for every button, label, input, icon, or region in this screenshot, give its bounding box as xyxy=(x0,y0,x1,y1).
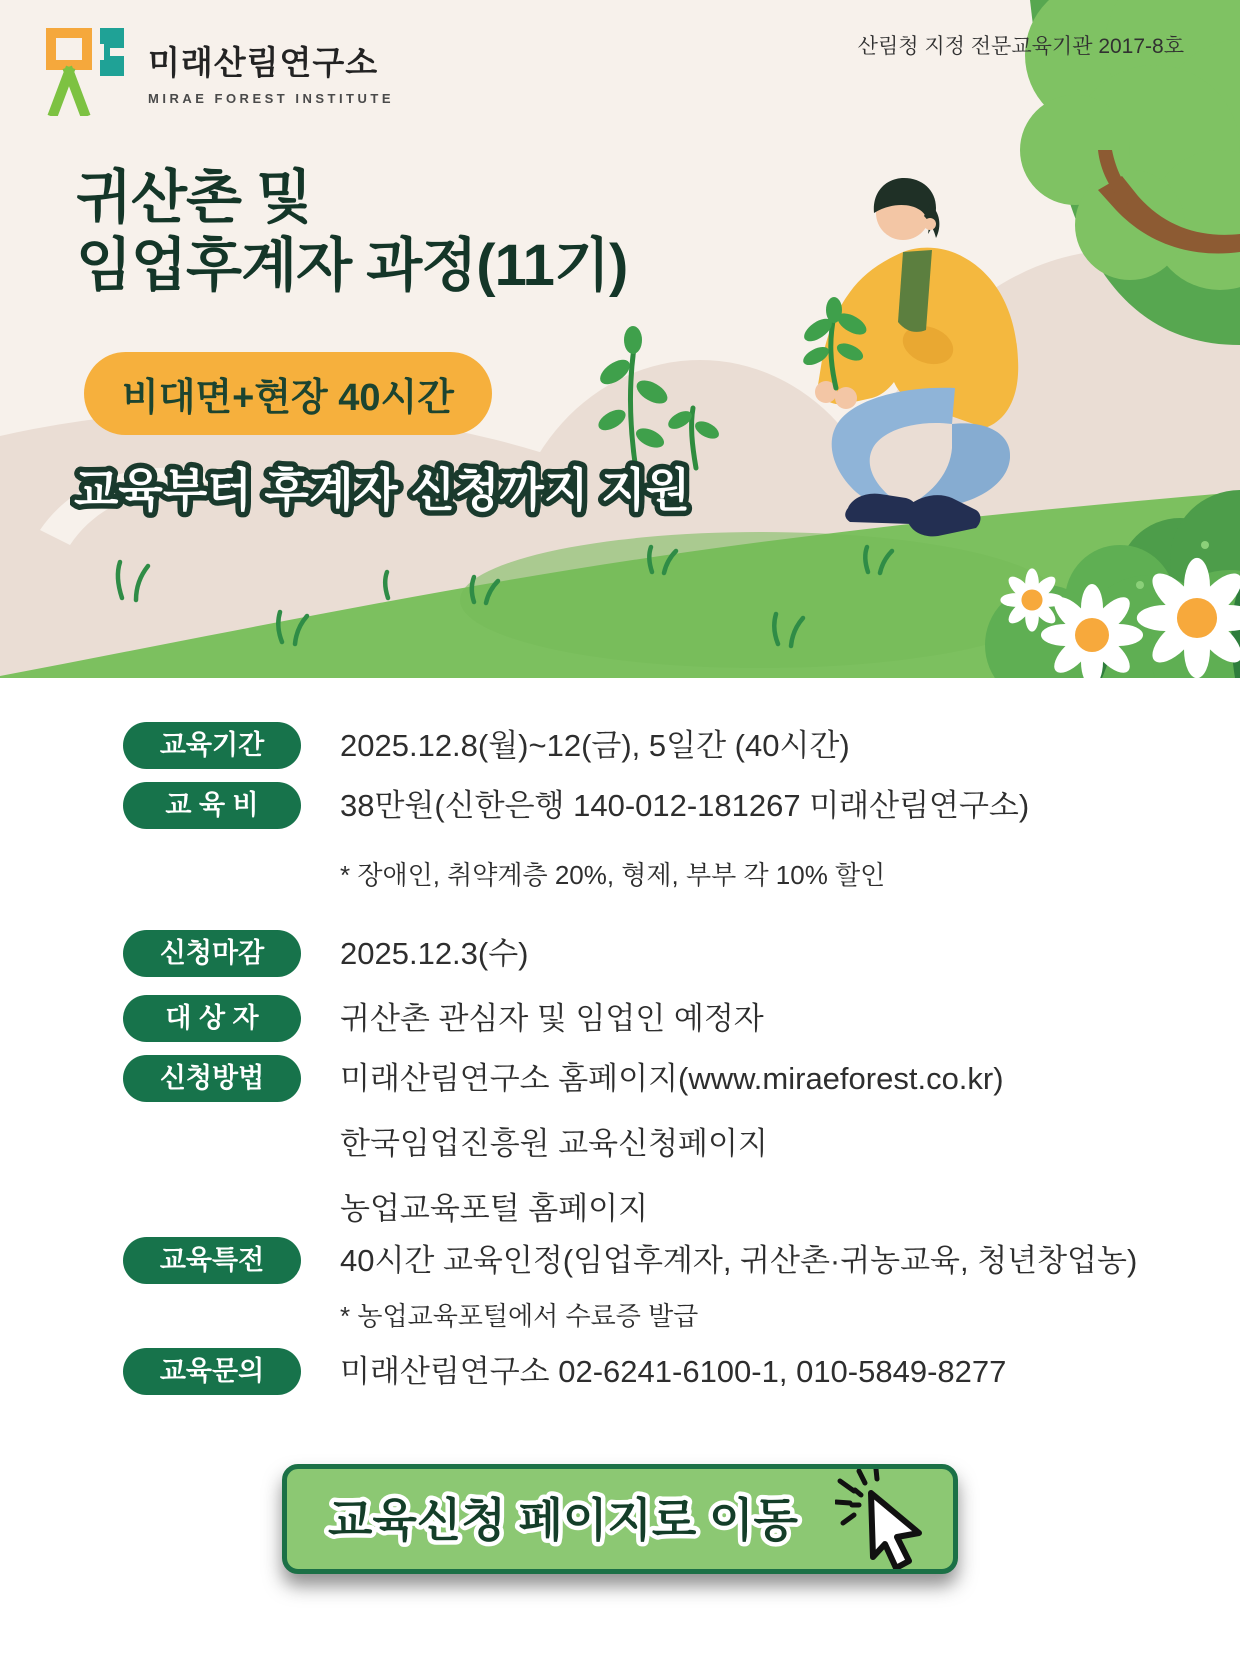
cursor-click-icon xyxy=(835,1469,927,1569)
details-list xyxy=(123,722,1203,1395)
brand-name-en: MIRAE FOREST INSTITUTE xyxy=(148,90,394,106)
row-text: 한국임업진흥원 교육신청페이지 xyxy=(340,1126,768,1161)
row-label-badge: 교육문의 xyxy=(123,1348,301,1395)
row-label-badge: 교 육 비 xyxy=(123,782,301,829)
row-note: * 농업교육포털에서 수료증 발급 xyxy=(340,1301,699,1331)
row-text: 2025.12.8(월)~12(금), 5일간 (40시간) xyxy=(340,728,850,763)
brand-logo xyxy=(44,26,394,116)
detail-row xyxy=(123,995,1203,1042)
row-text: 2025.12.3(수) xyxy=(340,936,529,971)
row-content xyxy=(340,930,1203,977)
row-note: * 장애인, 취약계층 20%, 형제, 부부 각 10% 할인 xyxy=(340,860,886,890)
row-content xyxy=(340,995,1203,1042)
row-content xyxy=(340,722,1203,769)
svg-text:교육신청 페이지로 이동: 교육신청 페이지로 이동 xyxy=(328,1494,798,1546)
poster-title xyxy=(76,164,627,300)
row-label-badge: 신청마감 xyxy=(123,930,301,977)
hero-section xyxy=(0,0,1240,678)
row-label-badge: 교육기간 xyxy=(123,722,301,769)
row-content xyxy=(340,1055,1203,1232)
detail-row xyxy=(123,722,1203,769)
row-content xyxy=(340,782,1203,893)
detail-row xyxy=(123,1055,1203,1232)
row-content xyxy=(340,1237,1203,1334)
row-text: 미래산림연구소 홈페이지(www.miraeforest.co.kr) xyxy=(340,1061,1004,1096)
poster-title-line2: 임업후계자 과정(11기) xyxy=(76,232,628,298)
detail-row xyxy=(123,782,1203,893)
row-label-badge: 대 상 자 xyxy=(123,995,301,1042)
row-text: 38만원(신한은행 140-012-181267 미래산림연구소) xyxy=(340,788,1030,823)
apply-button[interactable] xyxy=(282,1464,958,1574)
duration-badge: 비대면+현장 40시간 xyxy=(84,352,492,435)
brand-name-ko: 미래산림연구소 xyxy=(148,43,379,81)
row-text: 미래산림연구소 02-6241-6100-1, 010-5849-8277 xyxy=(340,1354,1007,1389)
detail-row xyxy=(123,930,1203,977)
poster-title-line1: 귀산촌 및 xyxy=(76,165,312,230)
detail-row xyxy=(123,1237,1203,1334)
row-label-badge: 교육특전 xyxy=(123,1237,301,1284)
forest-logo-mark xyxy=(44,26,130,116)
tagline xyxy=(70,452,770,526)
certification-text: 산림청 지정 전문교육기관 2017-8호 xyxy=(857,35,1184,58)
row-text: 농업교육포털 홈페이지 xyxy=(340,1191,649,1226)
detail-row xyxy=(123,1348,1203,1395)
brand-text xyxy=(148,37,394,106)
row-text: 귀산촌 관심자 및 임업인 예정자 xyxy=(340,1001,764,1036)
row-label-badge: 신청방법 xyxy=(123,1055,301,1102)
row-text: 40시간 교육인정(임업후계자, 귀산촌·귀농교육, 청년창업농) xyxy=(340,1243,1138,1278)
tagline-text: 교육부터 후계자 신청까지 지원 xyxy=(74,464,691,516)
apply-button-label xyxy=(313,1484,813,1554)
row-content xyxy=(340,1348,1203,1395)
man-hand xyxy=(835,387,857,409)
